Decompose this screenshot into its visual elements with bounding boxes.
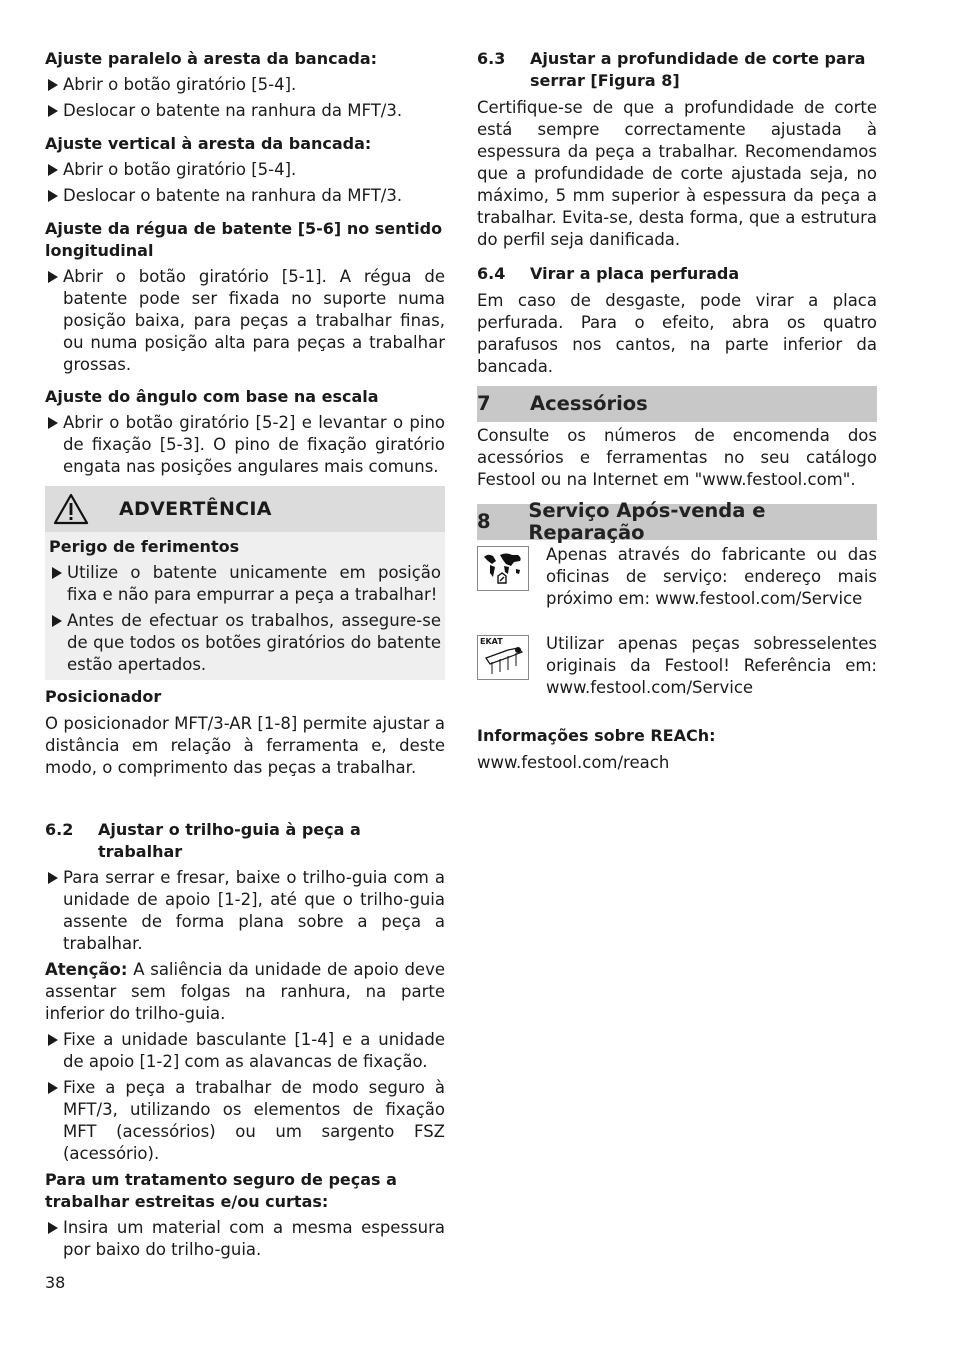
list-item: Abrir o botão giratório [5-4].: [45, 159, 445, 181]
list-item: Utilize o batente unicamente em posição fixa e não para empurrar a peça a trabalhar!: [49, 562, 441, 606]
warning-box: [45, 486, 445, 680]
heading-parallel: Ajuste paralelo à aresta da bancada:: [45, 49, 378, 68]
section-number: 6.2: [45, 820, 74, 839]
list-item: Insira um material com a mesma espessura por baixo do trilho-guia.: [45, 1217, 445, 1261]
warning-title: ADVERTÊNCIA: [119, 498, 272, 520]
list-item: Antes de efectuar os trabalhos, assegure-se de que todos os botões giratórios do batente estão apertados.: [49, 610, 441, 676]
paragraph-posicionador: O posicionador MFT/3-AR [1-8] permite ajustar a distância em relação à ferramenta e, deste modo, o comprimento das peças a trabalhar.: [45, 714, 445, 777]
page-number: 38: [45, 1273, 66, 1292]
paragraph-6-4: Em caso de desgaste, pode virar a placa perfurada. Para o efeito, abra os quatro parafusos nos cantos, na parte inferior da bancada.: [477, 291, 877, 376]
list-item: Para serrar e fresar, baixe o trilho-guia com a unidade de apoio [1-2], até que o trilho-guia assente de forma plana sobre a peça a trabalhar.: [45, 867, 445, 955]
section-number: 8: [477, 510, 491, 533]
atencao-label: Atenção:: [45, 960, 128, 979]
right-column: [477, 48, 877, 774]
heading-regua: Ajuste da régua de batente [5-6] no sentido longitudinal: [45, 219, 443, 260]
heading-tratamento: Para um tratamento seguro de peças a trabalhar estreitas e/ou curtas:: [45, 1170, 397, 1211]
warning-subtitle: Perigo de ferimentos: [49, 537, 240, 556]
reach-heading: Informações sobre REACh:: [477, 726, 716, 745]
list-item: Abrir o botão giratório [5-1]. A régua de batente pode ser fixada no suporte numa posição baixa, para peças a trabalhar finas, ou numa posição alta para peças a trabalhar grossas.: [45, 266, 445, 376]
section-title: Virar a placa perfurada: [530, 264, 740, 283]
warning-triangle-icon: [53, 493, 89, 525]
heading-angulo: Ajuste do ângulo com base na escala: [45, 387, 379, 406]
service-row: [477, 544, 877, 610]
list-item: Abrir o botão giratório [5-2] e levantar o pino de fixação [5-3]. O pino de fixação giratório engata nas posições angulares mais comuns.: [45, 412, 445, 478]
list-item: Abrir o botão giratório [5-4].: [45, 74, 445, 96]
section-number: 6.3: [477, 49, 506, 68]
paragraph-6-3: Certifique-se de que a profundidade de corte está sempre correctamente ajustada à espessura da peça a trabalhar. Recomendamos que a profundidade de corte ajustada seja, no máximo, 5 mm superior à espessura da peça a trabalhar. Evita-se, desta forma, que a estrutura do perfil seja danificada.: [477, 98, 877, 249]
list-item: Fixe a unidade basculante [1-4] e a unidade de apoio [1-2] com as alavancas de fixação.: [45, 1029, 445, 1073]
warning-body: [45, 532, 445, 680]
warning-header: [45, 486, 445, 532]
list-item: Deslocar o batente na ranhura da MFT/3.: [45, 185, 445, 207]
reach-link[interactable]: www.festool.com/reach: [477, 753, 670, 772]
spare-parts-text: Utilizar apenas peças sobresselentes originais da Festool! Referência em: www.festool.com/Service: [546, 634, 877, 697]
service-text: Apenas através do fabricante ou das oficinas de serviço: endereço mais próximo em: www.festool.com/Service: [546, 545, 877, 608]
ekat-icon: [477, 635, 529, 680]
section-title: Ajustar a profundidade de corte para serrar [Figura 8]: [530, 49, 866, 90]
list-item: Deslocar o batente na ranhura da MFT/3.: [45, 100, 445, 122]
ekat-label: EKAT: [480, 637, 503, 646]
list-item: Fixe a peça a trabalhar de modo seguro à MFT/3, utilizando os elementos de fixação MFT (acessórios) ou um sargento FSZ (acessório).: [45, 1077, 445, 1165]
section-title: Ajustar o trilho-guia à peça a trabalhar: [98, 820, 361, 861]
section-number: 6.4: [477, 264, 506, 283]
section-heading-6-2: [45, 819, 445, 863]
paragraph-7: Consulte os números de encomenda dos acessórios e ferramentas no seu catálogo Festool ou na Internet em "www.festool.com".: [477, 426, 877, 489]
section-heading-6-4: [477, 263, 877, 285]
atencao-text: A saliência da unidade de apoio deve assentar sem folgas na ranhura, na parte inferior do trilho-guia.: [45, 960, 445, 1023]
paragraph-atencao: [45, 959, 445, 1025]
heading-vertical: Ajuste vertical à aresta da bancada:: [45, 134, 372, 153]
section-heading-7: [477, 386, 877, 422]
spare-parts-row: [477, 633, 877, 699]
section-number: 7: [477, 392, 491, 415]
section-title: Serviço Após-venda e Reparação: [528, 499, 766, 544]
left-column: [45, 48, 445, 1261]
section-title: Acessórios: [530, 392, 648, 415]
heading-posicionador: Posicionador: [45, 687, 162, 706]
world-map-service-icon: [477, 546, 529, 591]
section-heading-6-3: [477, 48, 877, 92]
section-heading-8: [477, 499, 877, 544]
